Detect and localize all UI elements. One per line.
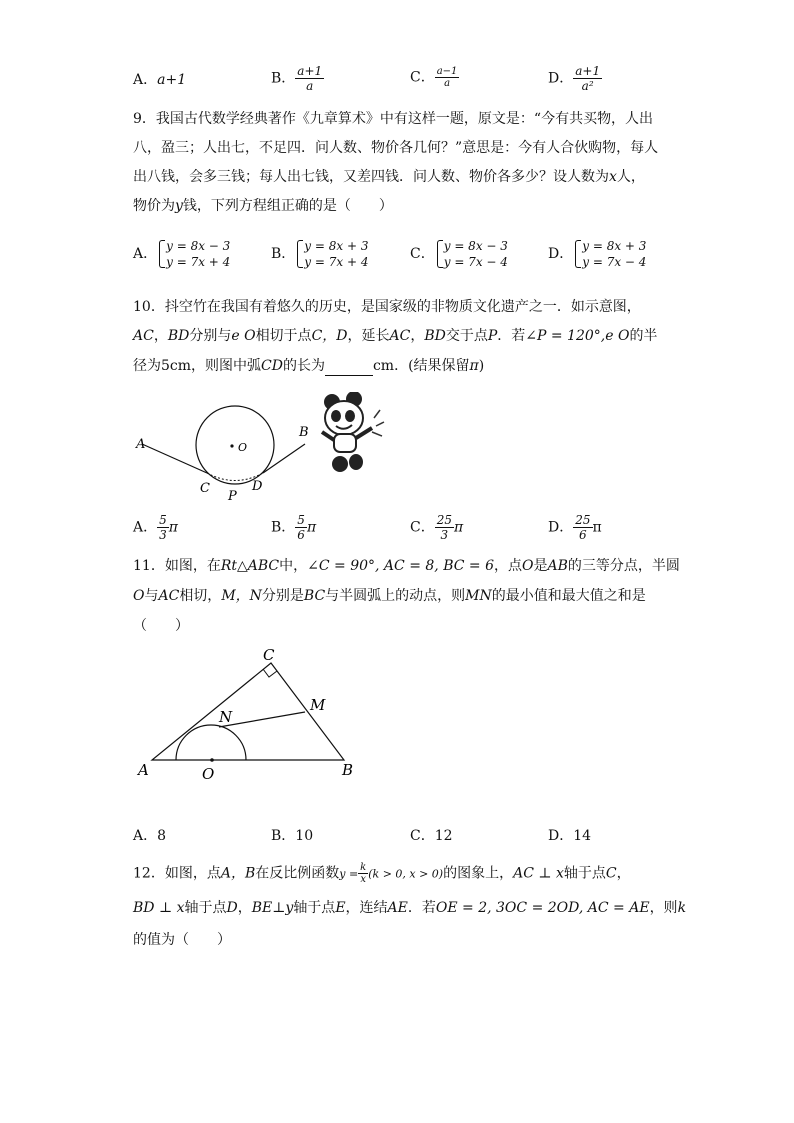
label-b: B	[342, 761, 354, 779]
label-d: D	[252, 479, 263, 494]
q12-text-line2: BD ⊥ x轴于点D，BE⊥y轴于点E，连结AE．若OE = 2, 3OC = 2OD, AC = AE，则k	[133, 900, 687, 916]
q8-option-c[interactable]: C． $\frac{a-1}{a}$	[410, 66, 458, 89]
label-m: M	[310, 696, 326, 714]
q9-text-line2: 八，盈三；人出七，不足四．问人数、物价各几何？”意思是：今有人合伙购物，每人	[133, 140, 659, 156]
label-p: P	[228, 489, 237, 504]
center-dot	[210, 758, 214, 762]
q10-option-d[interactable]: D． $\frac{25}{6}$ π	[548, 513, 602, 542]
q10-option-b[interactable]: B． $\frac{5}{6}$ π	[271, 513, 317, 542]
equation-system: y = 8x − 3 y = 7x − 4	[435, 238, 508, 270]
q11-option-c[interactable]: C．12	[410, 828, 453, 844]
q10-text-line3: 径为5cm，则图中弧CD的长为 cm．(结果保留π)	[133, 358, 485, 374]
panda-mascot-icon	[316, 392, 388, 478]
q10-text-line1: 10．抖空竹在我国有着悠久的历史，是国家级的非物质文化遗产之一．如示意图，	[133, 299, 641, 315]
circle-o	[196, 406, 274, 484]
q8-option-a[interactable]: A．a+1	[133, 72, 187, 88]
q11-option-a[interactable]: A．8	[133, 828, 167, 844]
line-bd	[263, 444, 305, 473]
fraction: $\frac{25}{3}$	[436, 513, 452, 542]
q11-option-b[interactable]: B．10	[271, 828, 314, 844]
label-a: A	[138, 761, 149, 779]
label-b: B	[299, 425, 309, 440]
q9-option-d[interactable]: D． y = 8x + 3 y = 7x − 4	[548, 239, 647, 269]
q11-text-line1: 11．如图，在Rt△ABC中，∠C = 90°, AC = 8, BC = 6，点O是AB的三等分点，半圆	[133, 558, 680, 574]
semicircle-o	[176, 725, 246, 760]
fraction: $\frac{a+1}{\text{a²}}$	[575, 64, 601, 93]
q12-text-line3: 的值为（ ）	[133, 932, 231, 948]
equation-system: y = 8x + 3 y = 7x − 4	[573, 238, 646, 270]
q9-text-line3: 出八钱，会多三钱；每人出七钱，又差四钱．问人数、物价各多少？设人数为x人，	[133, 169, 645, 185]
label-a: A	[136, 437, 146, 452]
label-n: N	[219, 708, 233, 726]
q9-text-line4: 物价为y钱，下列方程组正确的是（ ）	[133, 198, 393, 214]
fraction: $\frac{5}{6}$	[297, 513, 305, 542]
fraction: $\frac{25}{6}$	[575, 513, 591, 542]
right-angle-mark	[263, 669, 277, 677]
q8-option-b[interactable]: B． $\frac{a+1}{a}$	[271, 64, 323, 93]
q10-text-line2: AC，BD分别与e O相切于点C，D，延长AC，BD交于点P．若∠P = 120°,e O的半	[133, 328, 658, 344]
fraction: $\frac{5}{3}$	[159, 513, 167, 542]
q9-option-a[interactable]: A． y = 8x − 3 y = 7x + 4	[133, 239, 231, 269]
equation-system: y = 8x + 3 y = 7x + 4	[295, 238, 368, 270]
fraction: $\frac{a-1}{a}$	[436, 66, 458, 89]
q11-text-line3: （ ）	[133, 618, 189, 634]
q9-text-line1: 9．我国古代数学经典著作《九章算术》中有这样一题，原文是：“今有共买物，人出	[133, 111, 654, 127]
q11-text-line2: O与AC相切，M，N分别是BC与半圆弧上的动点，则MN的最小值和最大值之和是	[133, 588, 646, 604]
q9-option-b[interactable]: B． y = 8x + 3 y = 7x + 4	[271, 239, 369, 269]
label-o: O	[202, 765, 215, 783]
label-o: O	[238, 441, 248, 454]
fraction: $\frac{k}{x}$	[360, 862, 367, 885]
line-ac	[142, 444, 207, 473]
center-dot	[230, 444, 233, 447]
equation-system: y = 8x − 3 y = 7x + 4	[157, 238, 230, 270]
q11-option-d[interactable]: D．14	[548, 828, 592, 844]
fraction: $\frac{a+1}{a}$	[297, 64, 323, 93]
answer-blank[interactable]	[325, 361, 373, 376]
q11-triangle-figure	[132, 642, 372, 786]
label-c: C	[263, 646, 275, 664]
q10-option-a[interactable]: A． $\frac{5}{3}$ π	[133, 513, 178, 542]
q10-option-c[interactable]: C． $\frac{25}{3}$ π	[410, 513, 464, 542]
label-c: C	[200, 481, 210, 496]
q8-option-d[interactable]: D． $\frac{a+1}{\text{a²}}$	[548, 64, 601, 93]
q9-option-c[interactable]: C． y = 8x − 3 y = 7x − 4	[410, 239, 508, 269]
q12-text-line1: 12．如图，点A，B在反比例函数y = $\frac{k}{x}$ (k > 0, x > 0)的图象上，AC ⊥ x轴于点C，	[133, 862, 631, 885]
